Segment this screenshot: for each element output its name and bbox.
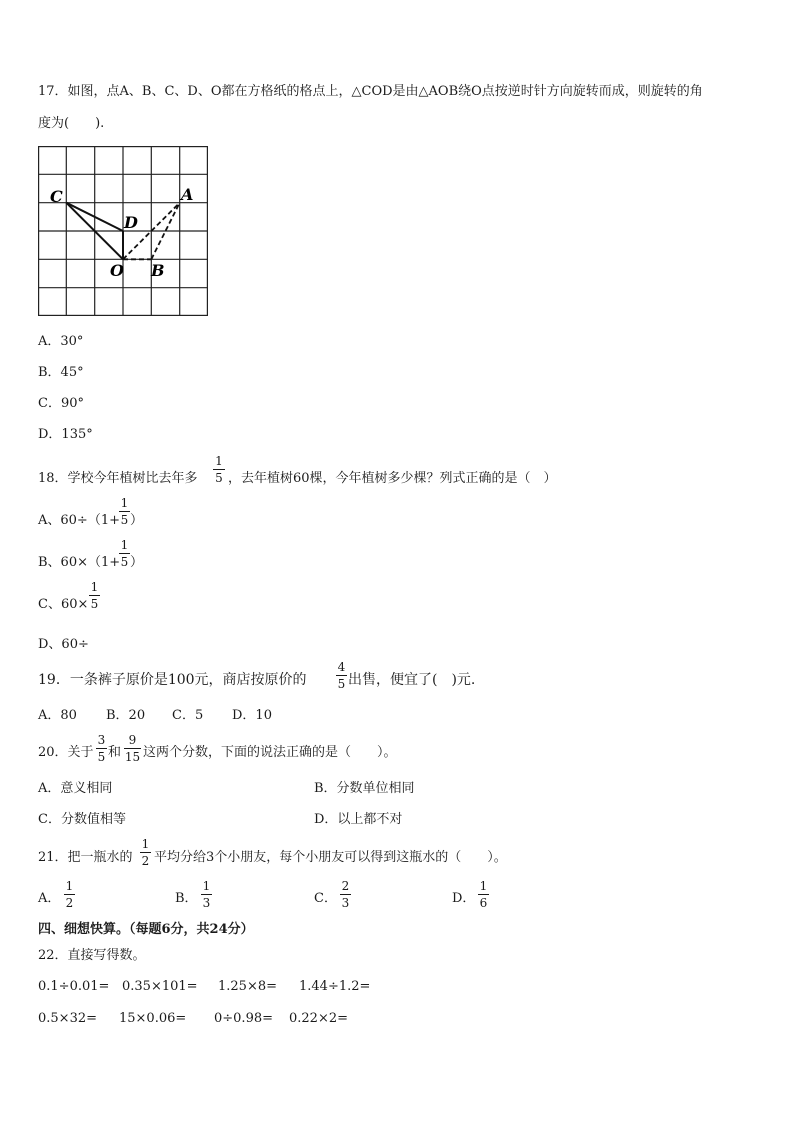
frac-den: 5	[337, 677, 346, 691]
q20-option-c: C．分数值相等	[38, 812, 126, 827]
q18-option-c-frac	[89, 581, 100, 610]
frac-bar	[478, 894, 489, 895]
frac-bar	[140, 852, 151, 853]
frac-num: 1	[141, 837, 150, 851]
q18-text-post: ，去年植树60棵，今年植树多少棵？列式正确的是（ ）	[228, 471, 557, 486]
q21-option-b-label: B．	[175, 891, 198, 906]
q19-text-pre: 19．一条裤子原价是100元，商店按原价的	[38, 672, 307, 688]
calc-row2-item1: 0.5×32=	[38, 1011, 98, 1026]
frac-den: 15	[124, 750, 141, 764]
q20-option-b: B．分数单位相同	[314, 781, 415, 796]
frac-num: 1	[479, 879, 488, 893]
frac-den: 2	[65, 896, 74, 910]
frac-bar	[96, 748, 107, 749]
frac-den: 5	[97, 750, 106, 764]
frac-bar	[119, 511, 130, 512]
frac-den: 5	[90, 597, 99, 611]
q18-fraction	[213, 455, 225, 484]
q17-line1: 17．如图，点A、B、C、D、O都在方格纸的格点上，△COD是由△AOB绕O点按逆时针方向旋转而成，则旋转的角	[38, 84, 703, 99]
calc-row1-item4: 1.44÷1.2=	[299, 979, 371, 994]
q21-option-a-label: A．	[38, 891, 61, 906]
q19-text-post: 出售，便宜了( )元.	[348, 672, 476, 688]
frac-num: 1	[120, 496, 129, 510]
frac-num: 4	[337, 660, 346, 674]
q18-option-b-post: ）	[130, 555, 144, 570]
q17-option-d: D．135°	[38, 427, 93, 442]
section-4-heading: 四、细想快算。（每题6分，共24分）	[38, 922, 254, 937]
q18-option-a-pre: A、60÷（1+	[38, 513, 120, 528]
q19-option-d: D．10	[232, 708, 272, 723]
frac-num: 1	[202, 879, 211, 893]
q20-mid: 和	[108, 745, 122, 760]
frac-den: 2	[141, 854, 150, 868]
q19-fraction	[336, 661, 347, 690]
q19-option-a: A．80	[38, 708, 77, 723]
q21-option-d-frac	[478, 880, 489, 909]
q21-option-a-frac	[64, 880, 75, 909]
q21-option-d-label: D．	[452, 891, 476, 906]
calc-row2-item4: 0.22×2=	[289, 1011, 349, 1026]
q18-option-b-frac	[119, 539, 130, 568]
frac-num: 1	[65, 879, 74, 893]
frac-den: 5	[120, 513, 129, 527]
q18-option-a-frac	[119, 497, 130, 526]
q17-line2: 度为( ).	[38, 116, 105, 131]
frac-num: 9	[128, 733, 137, 747]
q21-pre: 21．把一瓶水的	[38, 850, 133, 865]
q19-option-c: C．5	[172, 708, 204, 723]
frac-bar	[119, 553, 130, 554]
q20-post: 这两个分数，下面的说法正确的是（ ）。	[143, 745, 397, 760]
frac-num: 2	[341, 879, 350, 893]
calc-row2-item3: 0÷0.98=	[214, 1011, 274, 1026]
frac-den: 5	[120, 555, 129, 569]
q20-fraction-2	[124, 734, 141, 763]
frac-bar	[89, 595, 100, 596]
label-c: C	[50, 187, 63, 206]
q18-option-a-post: ）	[130, 513, 144, 528]
calc-row1-item2: 0.35×101=	[122, 979, 198, 994]
frac-bar	[64, 894, 75, 895]
frac-num: 1	[120, 538, 129, 552]
frac-bar	[124, 748, 141, 749]
grid-svg	[38, 146, 208, 316]
frac-num: 3	[97, 733, 106, 747]
q21-fraction	[140, 838, 151, 867]
q21-option-c-frac	[340, 880, 351, 909]
frac-num: 1	[90, 580, 99, 594]
q19-option-b: B．20	[106, 708, 146, 723]
q18-option-c-pre: C、60×	[38, 597, 89, 612]
q21-option-b-frac	[201, 880, 212, 909]
q20-fraction-1	[96, 734, 107, 763]
label-b: B	[151, 261, 165, 280]
q18-option-b-pre: B、60×（1+	[38, 555, 121, 570]
q18-frac-den: 5	[215, 471, 223, 485]
q21-post: 平均分给3个小朋友，每个小朋友可以得到这瓶水的（ ）。	[154, 850, 507, 865]
frac-bar	[340, 894, 351, 895]
frac-bar	[336, 675, 347, 676]
frac-den: 6	[479, 896, 488, 910]
q17-option-a: A．30°	[38, 334, 84, 349]
frac-den: 3	[341, 896, 350, 910]
rotation-grid-figure	[38, 146, 208, 316]
q18-text-pre: 18．学校今年植树比去年多	[38, 471, 198, 486]
label-d: D	[124, 213, 138, 232]
q20-option-d: D．以上都不对	[314, 812, 403, 827]
q18-option-d: D、60÷	[38, 637, 89, 652]
q17-option-c: C．90°	[38, 396, 84, 411]
q18-frac-num: 1	[215, 454, 223, 468]
q20-pre: 20．关于	[38, 745, 94, 760]
calc-row2-item2: 15×0.06=	[119, 1011, 187, 1026]
label-a: A	[181, 185, 194, 204]
q17-option-b: B．45°	[38, 365, 84, 380]
frac-bar	[213, 469, 225, 470]
frac-bar	[201, 894, 212, 895]
q20-option-a: A．意义相同	[38, 781, 113, 796]
frac-den: 3	[202, 896, 211, 910]
label-o: O	[110, 261, 124, 280]
q22-prompt: 22．直接写得数。	[38, 948, 146, 963]
calc-row1-item3: 1.25×8=	[218, 979, 278, 994]
calc-row1-item1: 0.1÷0.01=	[38, 979, 110, 994]
q21-option-c-label: C．	[314, 891, 337, 906]
